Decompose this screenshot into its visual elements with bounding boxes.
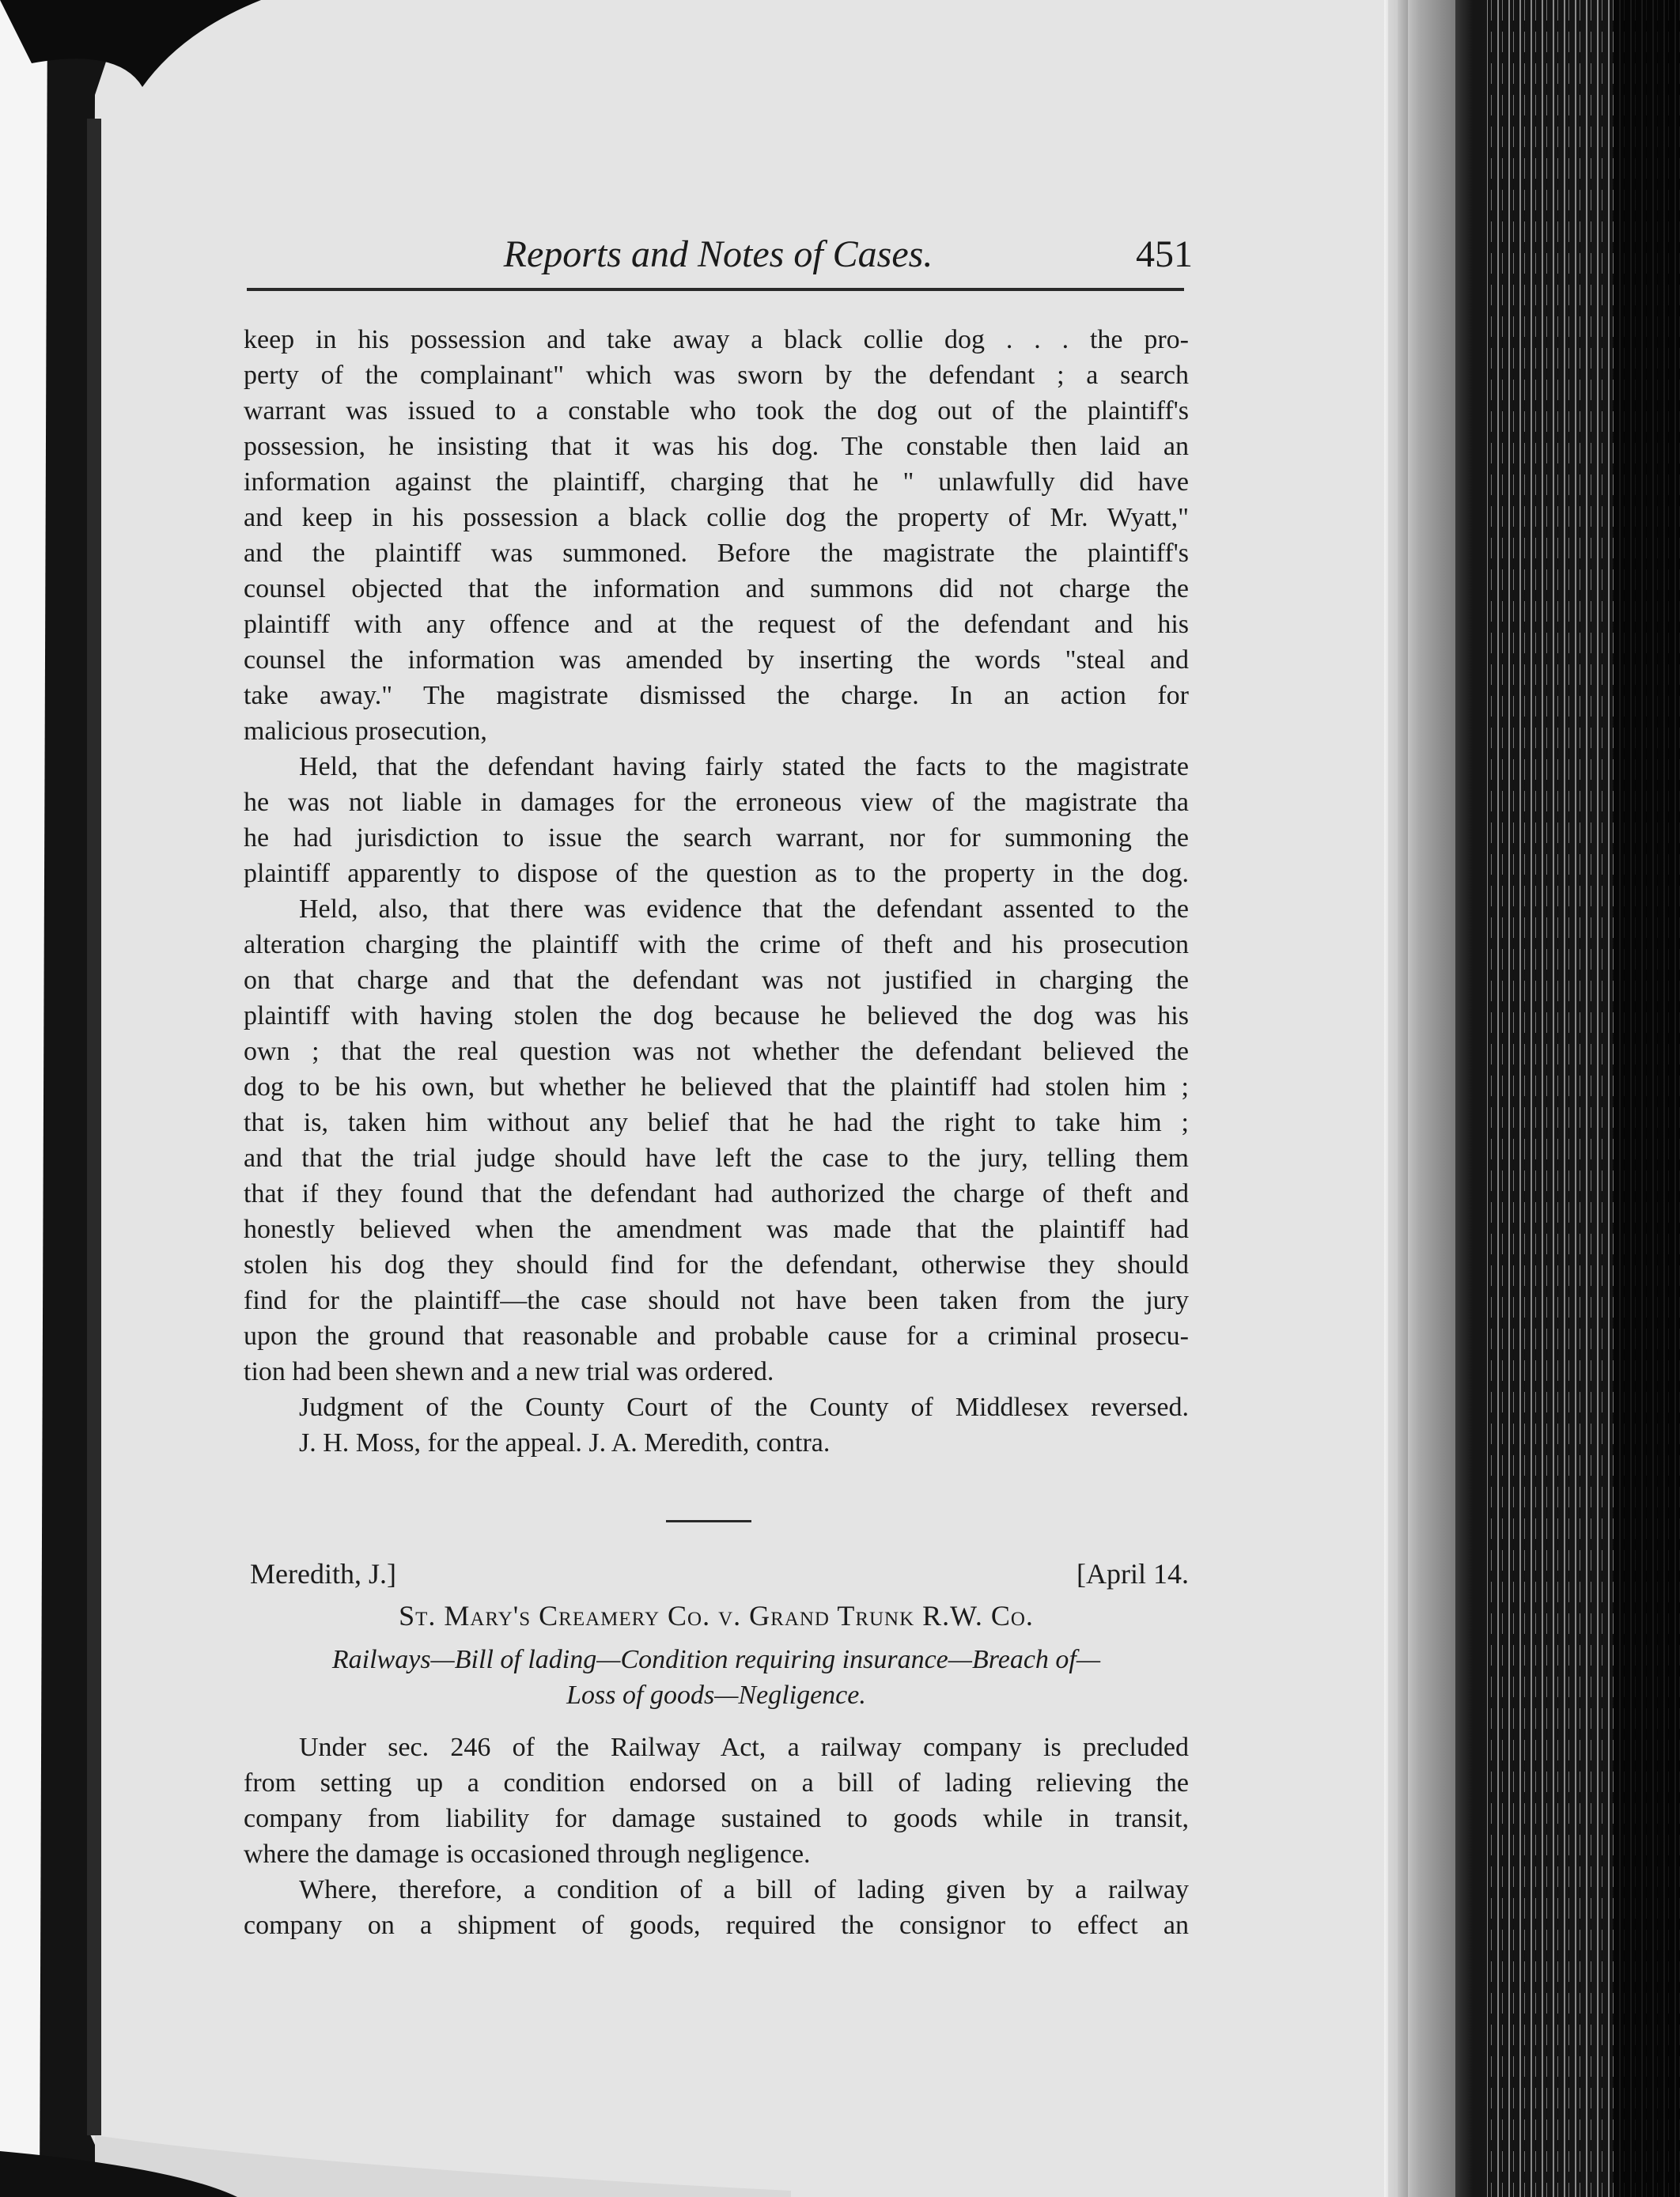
case-body-line: Where, therefore, a condition of a bill of lading given by a railway <box>299 1875 1189 1904</box>
case-body-line: Under sec. 246 of the Railway Act, a railway company is precluded <box>299 1733 1189 1762</box>
body-line: plaintiff with any offence and at the request of the defendant and his <box>244 610 1189 639</box>
body-line: counsel the information was amended by inserting the words "steal and <box>244 645 1189 675</box>
counsel-line: J. H. Moss, for the appeal. J. A. Meredith, contra. <box>299 1428 831 1458</box>
body-line: honestly believed when the amendment was made that the plaintiff had <box>244 1215 1189 1244</box>
held-paragraph-line: Held, that the defendant having fairly stated the facts to the magistrate <box>299 752 1189 781</box>
judgment-line: Judgment of the County Court of the County of Middlesex reversed. <box>299 1393 1189 1422</box>
section-divider <box>666 1520 751 1522</box>
body-line: that is, taken him without any belief that he had the right to take him ; <box>244 1108 1189 1137</box>
body-line: find for the plaintiff—the case should not have been taken from the jury <box>244 1286 1189 1315</box>
body-line: possession, he insisting that it was his dog. The constable then laid an <box>244 432 1189 461</box>
body-line: alteration charging the plaintiff with the crime of theft and his prosecution <box>244 930 1189 959</box>
case-date: [April 14. <box>1076 1558 1189 1590</box>
body-line: tion had been shewn and a new trial was ordered. <box>244 1357 774 1386</box>
body-line: information against the plaintiff, charging that he " unlawfully did have <box>244 467 1189 497</box>
body-line: and the plaintiff was summoned. Before the magistrate the plaintiff's <box>244 539 1189 568</box>
body-line: counsel objected that the information and summons did not charge the <box>244 574 1189 603</box>
header-rule <box>247 288 1184 291</box>
body-line: malicious prosecution, <box>244 717 487 746</box>
body-line: perty of the complainant" which was sworn by the defendant ; a search <box>244 361 1189 390</box>
body-line: and keep in his possession a black collie dog the property of Mr. Wyatt," <box>244 503 1189 532</box>
body-line: warrant was issued to a constable who took the dog out of the plaintiff's <box>244 396 1189 425</box>
held-paragraph-line: Held, also, that there was evidence that the defendant assented to the <box>299 894 1189 924</box>
page-number: 451 <box>1136 233 1193 275</box>
body-line: he was not liable in damages for the erroneous view of the magistrate tha <box>244 788 1189 817</box>
headnote-line: Loss of goods—Negligence. <box>566 1681 866 1710</box>
case-body-line: from setting up a condition endorsed on a bill of lading relieving the <box>244 1768 1189 1798</box>
judge-name: Meredith, J.] <box>250 1558 396 1590</box>
body-line: own ; that the real question was not whether the defendant believed the <box>244 1037 1189 1066</box>
body-line: plaintiff apparently to dispose of the question as to the property in the dog. <box>244 859 1189 888</box>
body-line: and that the trial judge should have left the case to the jury, telling them <box>244 1144 1189 1173</box>
body-line: keep in his possession and take away a black collie dog . . . the pro- <box>244 325 1189 354</box>
running-header-title: Reports and Notes of Cases. <box>503 233 933 275</box>
body-line: that if they found that the defendant had authorized the charge of theft and <box>244 1179 1189 1208</box>
body-line: take away." The magistrate dismissed the charge. In an action for <box>244 681 1189 710</box>
body-line: dog to be his own, but whether he believed that the plaintiff had stolen him ; <box>244 1072 1189 1102</box>
case-body-line: where the damage is occasioned through negligence. <box>244 1840 811 1869</box>
body-line: upon the ground that reasonable and probable cause for a criminal prosecu- <box>244 1322 1189 1351</box>
case-title: St. Mary's Creamery Co. v. Grand Trunk R.W. Co. <box>399 1600 1034 1632</box>
body-line: on that charge and that the defendant was not justified in charging the <box>244 966 1189 995</box>
case-body-line: company on a shipment of goods, required the consignor to effect an <box>244 1911 1189 1940</box>
case-body-line: company from liability for damage sustained to goods while in transit, <box>244 1804 1189 1833</box>
body-line: stolen his dog they should find for the defendant, otherwise they should <box>244 1250 1189 1280</box>
body-line: he had jurisdiction to issue the search warrant, nor for summoning the <box>244 823 1189 853</box>
body-line: plaintiff with having stolen the dog because he believed the dog was his <box>244 1001 1189 1030</box>
headnote-line: Railways—Bill of lading—Condition requiring insurance—Breach of— <box>331 1645 1101 1674</box>
